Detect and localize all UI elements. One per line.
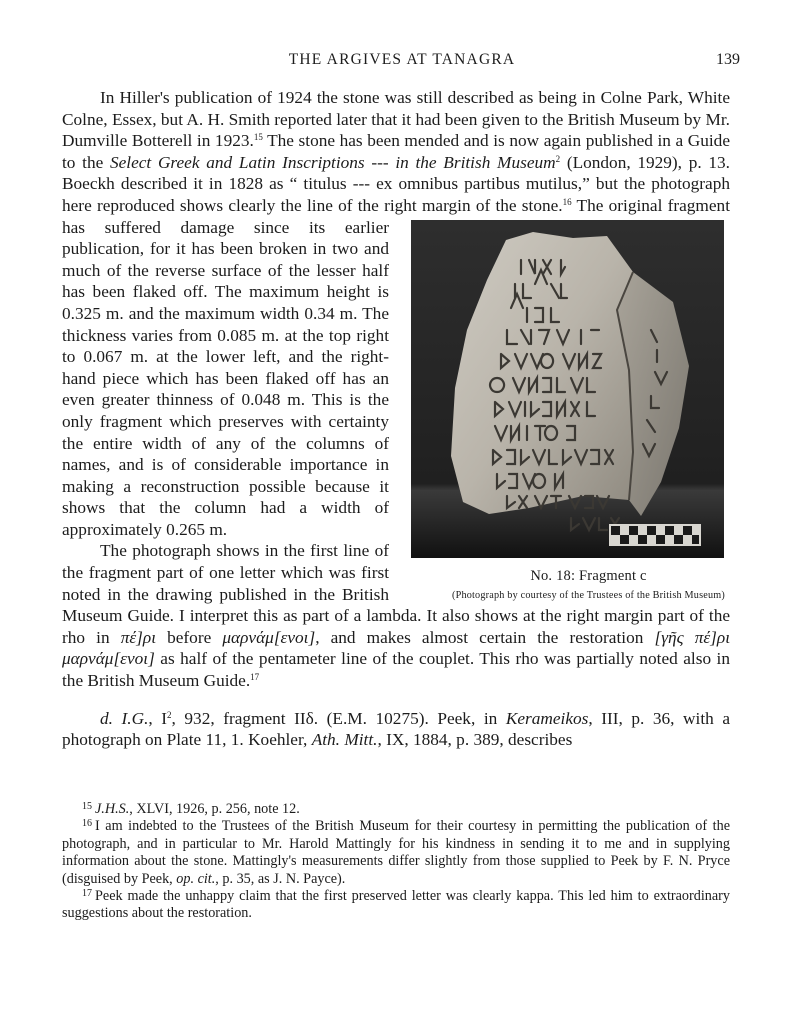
footnote-16 bbox=[62, 818, 730, 888]
footnote-number: 16 bbox=[82, 818, 92, 830]
text-run: The photograph shows in the first line of the fragment part of one letter which was first noted in the drawing published in the British Museum Guide. I interpret this as part of a lambda. It also shows at the right margin part of the rho in bbox=[62, 541, 730, 647]
figure-caption: No. 18: Fragment c bbox=[530, 567, 647, 584]
text-run: , IX, 1884, p. 389, describes bbox=[377, 730, 573, 750]
greek-text: μαρνάμ[ενοι] bbox=[222, 627, 316, 647]
text-run: , III, p. 36, with a photograph on Plate 11, 1. Koehler, bbox=[62, 708, 730, 750]
footnote-17 bbox=[62, 888, 730, 923]
text-run: , 932, fragment IIδ. (E.M. 10275). Peek, in bbox=[171, 708, 506, 728]
italic-abbrev: I.G. bbox=[121, 708, 149, 728]
edition-superscript: 2 bbox=[167, 709, 172, 720]
footnote-number: 15 bbox=[82, 801, 92, 812]
figure bbox=[403, 220, 736, 603]
footnotes bbox=[62, 801, 730, 923]
text-run: Peek made the unhappy claim that the first preserved letter was clearly kappa. This led him to extraordinary suggestions about the restoration. bbox=[62, 888, 730, 922]
text-run: , XLVI, 1926, p. 256, note 12. bbox=[129, 801, 300, 817]
stone-photograph bbox=[411, 220, 724, 558]
body-text bbox=[62, 87, 730, 751]
text-run: The original fragment has suffered damage since its earlier publication, for it has been broken in two and much of the reverse surface of the lesser half has been flaked off. The maximum height is 0.325 m. and the maximum width 0.34 m. The thickness varies from 0.085 m. at the top right to 0.067 m. at the lower left, and the right-hand piece which has been flaked off has an even greater thinness of 0.048 m. This is the only fragment which preserves with certainty the entire width of any of the columns of names, and is of considerable importance in making a reconstruction possible because it shows that the column had a width of approximately 0.265 m. bbox=[62, 195, 730, 539]
italic-title: Kerameikos bbox=[505, 708, 589, 728]
text-run: The stone has been mended and is now again published in a Guide to the bbox=[62, 131, 730, 172]
page-number: 139 bbox=[716, 51, 740, 68]
italic-title: Ath. Mitt. bbox=[311, 730, 378, 750]
text-run: , and makes almost certain the restoration bbox=[315, 627, 655, 647]
text-run: , p. 35, as J. N. Payce). bbox=[215, 870, 346, 887]
text-run: In Hiller's publication of 1924 the stone was still described as being in Colne Park, White Colne, Essex, but A. H. Smith reported later that it had been given to the British Museum by Mr. Dumville Botterell in 1923. bbox=[62, 88, 730, 151]
italic-title: Select Greek and Latin Inscriptions --- in the British Museum bbox=[109, 152, 556, 172]
greek-text: [γῆς πέ]ρι μαρνάμ[ενοι] bbox=[62, 627, 731, 669]
italic-abbrev: J.H.S. bbox=[95, 801, 130, 817]
edition-superscript: 2 bbox=[555, 153, 561, 164]
footnote-ref-16[interactable]: 16 bbox=[562, 196, 572, 207]
text-run: , I bbox=[148, 708, 168, 728]
text-run: I am indebted to the Trustees of the British Museum for their courtesy in permitting the publication of the photograph, and in particular to Mr. Harold Mattingly for his kindness in sending it to me and in supplying information about the stone. Mattingly's measurements differ slightly from those supplied to Peek by F. N. Pryce (disguised by Peek, bbox=[62, 818, 730, 887]
paragraph-3 bbox=[62, 708, 730, 751]
footnote-ref-15[interactable]: 15 bbox=[253, 132, 263, 143]
greek-text: πέ]ρι bbox=[120, 627, 156, 647]
footnote-15 bbox=[62, 801, 730, 818]
text-run: before bbox=[156, 627, 223, 647]
footnote-number: 17 bbox=[82, 888, 92, 900]
footnote-ref-17[interactable]: 17 bbox=[250, 672, 260, 683]
running-title: THE ARGIVES AT TANAGRA bbox=[288, 51, 516, 68]
section-letter: d. bbox=[100, 708, 122, 728]
paragraph-gap bbox=[62, 692, 730, 708]
text-run: as half of the pentameter line of the couplet. This rho was partially noted also in the British Museum Guide. bbox=[62, 649, 730, 691]
page-header bbox=[62, 51, 742, 73]
text-run: (London, 1929), p. 13. Boeckh described it in 1828 as “ titulus --- ex omnibus partibus mutilus,” but the photograph here reproduced shows clearly the line of the right margin of the stone. bbox=[62, 152, 730, 215]
figure-credit: (Photograph by courtesy of the Trustees of the British Museum) bbox=[451, 589, 725, 601]
stone-image bbox=[411, 220, 724, 558]
italic-abbrev: op. cit. bbox=[176, 870, 216, 887]
